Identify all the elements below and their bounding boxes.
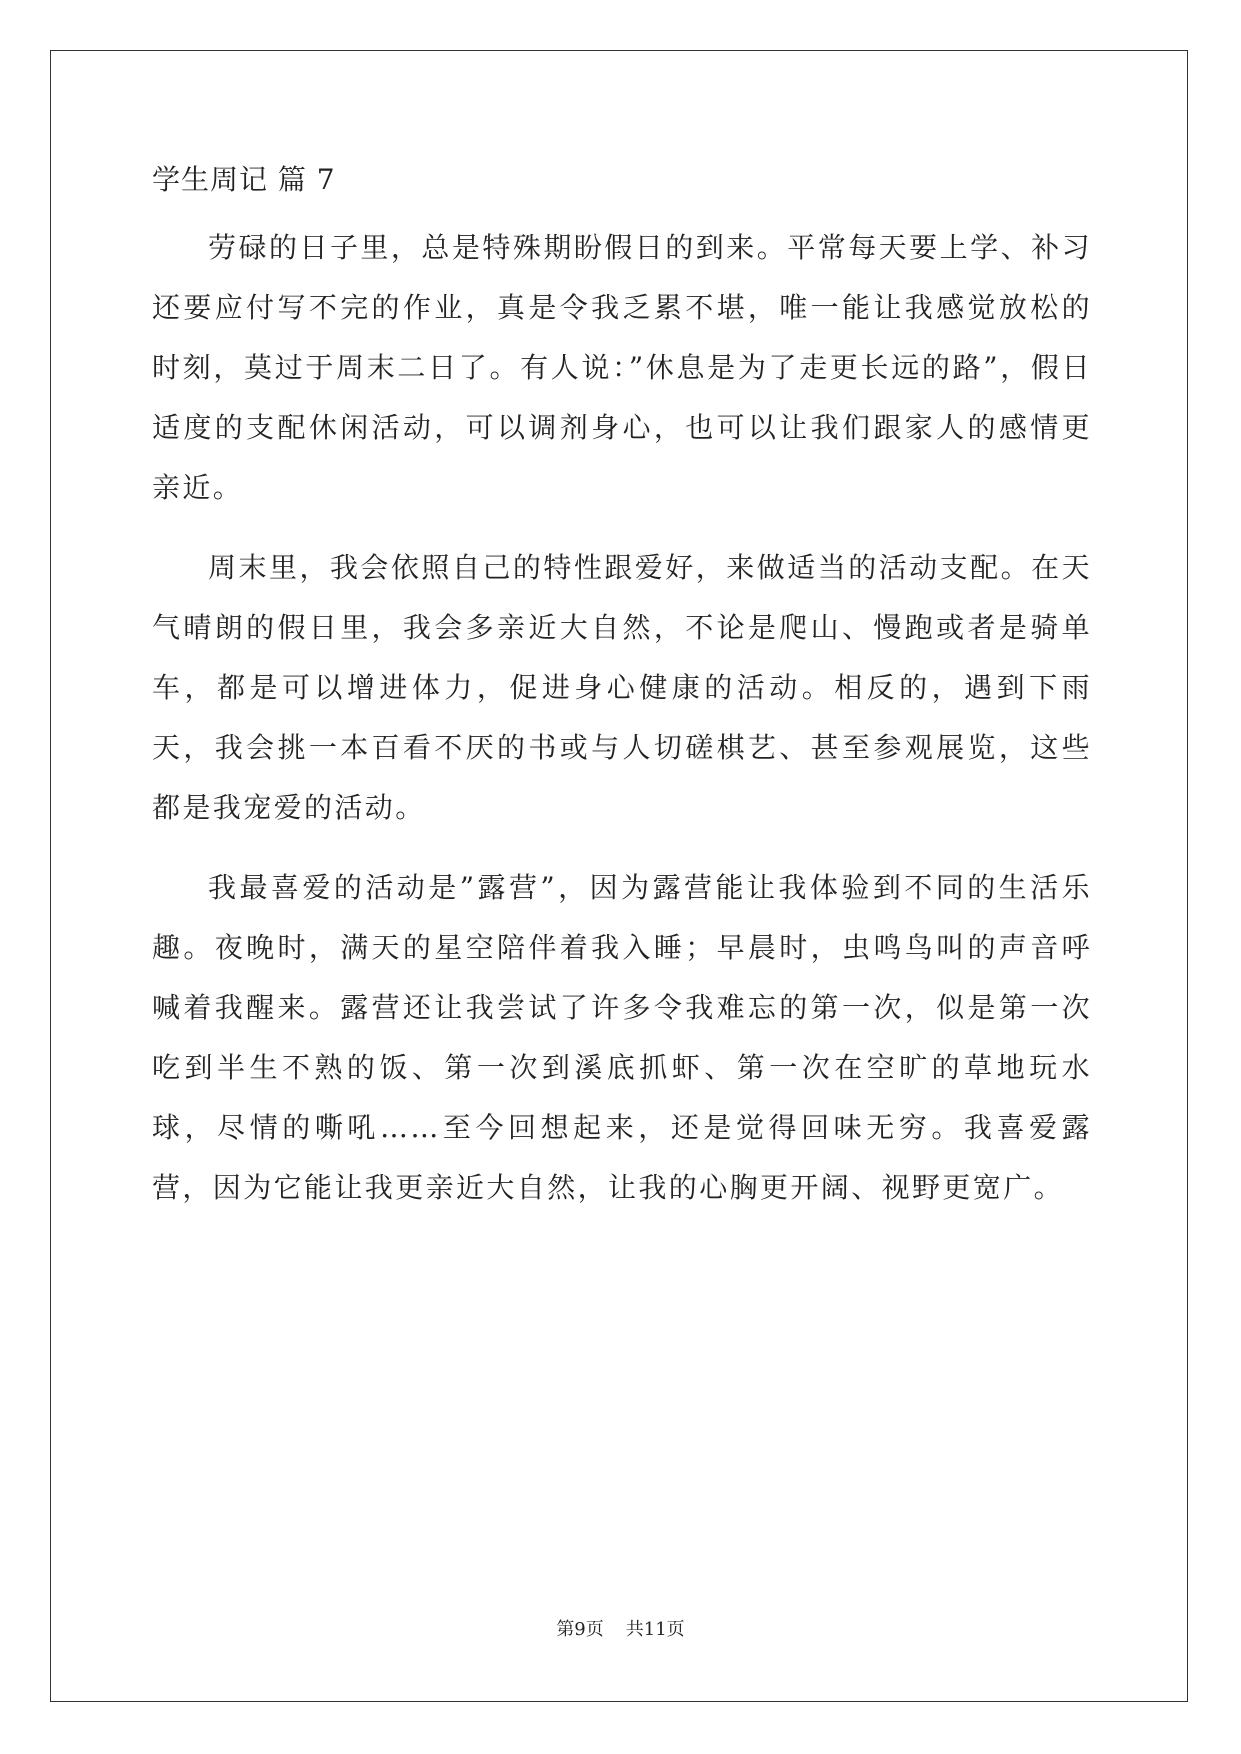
page-number-current: 第9页 <box>556 1619 604 1640</box>
document-body <box>152 160 1092 1238</box>
page-footer <box>0 1618 1241 1642</box>
document-title: 学生周记 篇 7 <box>152 163 336 196</box>
paragraph-2: 周末里，我会依照自己的特性跟爱好，来做适当的活动支配。在天气晴朗的假日里，我会多亲近大自然，不论是爬山、慢跑或者是骑单车，都是可以增进体力，促进身心健康的活动。相反的，遇到下雨天，我会挑一本百看不厌的书或与人切磋棋艺、甚至参观展览，这些都是我宠爱的活动。 <box>152 551 1092 824</box>
paragraph-3: 我最喜爱的活动是”露营”，因为露营能让我体验到不同的生活乐趣。夜晚时，满天的星空陪伴着我入睡；早晨时，虫鸣鸟叫的声音呼喊着我醒来。露营还让我尝试了许多令我难忘的第一次，似是第一次吃到半生不熟的饭、第一次到溪底抓虾、第一次在空旷的草地玩水球，尽情的嘶吼……至今回想起来，还是觉得回味无穷。我喜爱露营，因为它能让我更亲近大自然，让我的心胸更开阔、视野更宽广。 <box>152 871 1092 1204</box>
page-number-total: 共11页 <box>625 1619 685 1640</box>
paragraph-1: 劳碌的日子里，总是特殊期盼假日的到来。平常每天要上学、补习还要应付写不完的作业，真是令我乏累不堪，唯一能让我感觉放松的时刻，莫过于周末二日了。有人说：”休息是为了走更长远的路”，假日适度的支配休闲活动，可以调剂身心，也可以让我们跟家人的感情更亲近。 <box>152 231 1092 504</box>
